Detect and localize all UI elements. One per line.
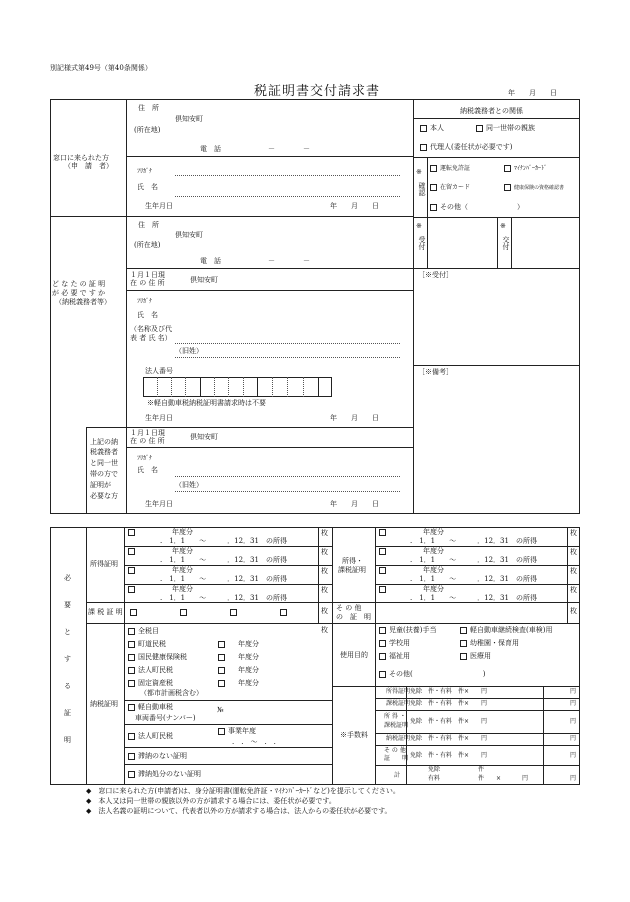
tax-cert-box-3[interactable] bbox=[230, 608, 240, 617]
fee-other-label: そ の 他 bbox=[384, 747, 406, 754]
other-cert-sheets: 枚 bbox=[570, 607, 577, 615]
fee-other-calc: 免除 件・有料 件× 円 bbox=[410, 752, 488, 759]
taxpayer-furigana: ﾌﾘｶﾞﾅ bbox=[137, 298, 153, 305]
relation-household[interactable]: 同一世帯の親族 bbox=[476, 124, 535, 133]
issue-mark: ※ bbox=[500, 222, 506, 230]
household-name-label: 氏 名 bbox=[137, 466, 158, 474]
tax-cert-label: 課 税 証 明 bbox=[88, 608, 123, 616]
fee-other-label2: 証 明 bbox=[384, 755, 409, 762]
pay-corp[interactable]: 法人町民税 bbox=[128, 666, 173, 675]
taxpayer-address-label: 住 所 bbox=[138, 221, 159, 229]
purpose-medical[interactable]: 医療用 bbox=[460, 652, 491, 661]
income-tax-label: 所得・ bbox=[342, 557, 363, 565]
other-cert-label: そ の 他 bbox=[336, 604, 362, 612]
household-town: 倶知安町 bbox=[190, 433, 218, 441]
side-4: す bbox=[64, 655, 71, 663]
fee-other-yen: 円 bbox=[570, 752, 577, 759]
confirm-insurance[interactable]: 健康保険の資格確認書 bbox=[504, 184, 564, 192]
applicant-town: 倶知安町 bbox=[175, 115, 203, 123]
income-cert-label: 所得証明 bbox=[90, 560, 118, 568]
taxpayer-section-label2: が 必 要 で す か bbox=[52, 289, 106, 297]
pay-biz-period: . . ～ . . bbox=[232, 738, 276, 746]
fee-total-ken: 件 bbox=[478, 766, 485, 773]
income-tax-period-4: . 1．1 ～ ．12．31 の所得 bbox=[410, 594, 537, 602]
income-tax-row-4[interactable]: 年度分 bbox=[379, 585, 444, 594]
pay-no-seizure[interactable]: 滞納処分のない証明 bbox=[128, 770, 201, 779]
taxpayer-tel-label: 電 話 bbox=[200, 257, 221, 265]
fee-total-paid: 有料 bbox=[428, 775, 441, 782]
pay-corp-year[interactable]: 年度分 bbox=[218, 666, 259, 675]
fee-total-kenx: 件 × bbox=[478, 775, 502, 782]
fee-total-yen1: 円 bbox=[522, 775, 529, 782]
income-row-2[interactable]: 年度分 bbox=[128, 547, 193, 556]
applicant-section-label: 窓口に来られた方 bbox=[53, 154, 109, 162]
note-3: ◆ 法人名義の証明について、代表者以外の方が請求する場合は、法人からの委任状が必要です。 bbox=[86, 807, 392, 815]
taxpayer-jan-label: １月１日現 bbox=[130, 271, 165, 279]
fee-pay-calc: 免除 件・有料 件× 円 bbox=[410, 735, 488, 742]
income-row-4[interactable]: 年度分 bbox=[128, 585, 193, 594]
confirm-mark: ※ bbox=[416, 168, 422, 176]
confirm-license[interactable]: 運転免許証 bbox=[430, 165, 470, 173]
form-number: 別記様式第49号（第40条関係） bbox=[50, 64, 152, 72]
household-label-3: と同一世 bbox=[90, 459, 118, 467]
confirm-mynumber[interactable]: ﾏｲﾅﾝﾊﾞｰｶｰﾄﾞ bbox=[504, 165, 547, 173]
purpose-child[interactable]: 児童(扶養)手当 bbox=[379, 626, 436, 635]
income-tax-sheets-4: 枚 bbox=[570, 586, 577, 594]
remarks-label: ［※備考］ bbox=[418, 368, 453, 376]
income-tax-period-1: . 1．1 ～ ．12．31 の所得 bbox=[410, 537, 537, 545]
taxpayer-old-name: （旧姓） bbox=[175, 347, 203, 355]
household-label-6: 必要な方 bbox=[90, 492, 118, 500]
taxpayer-dob-label: 生年月日 bbox=[145, 414, 173, 422]
fee-pay-yen: 円 bbox=[570, 735, 577, 742]
reception-label: ［※受付］ bbox=[418, 271, 453, 279]
fee-tax-label: 課税証明 bbox=[386, 700, 411, 707]
income-tax-sheets-1: 枚 bbox=[570, 529, 577, 537]
fee-inctax-yen: 円 bbox=[570, 718, 577, 725]
confirm-residence[interactable]: 在留カード bbox=[430, 184, 470, 192]
confirm-other[interactable]: その他（ ） bbox=[430, 203, 524, 212]
income-row-1[interactable]: 年度分 bbox=[128, 528, 193, 537]
applicant-dob-ymd: 年 月 日 bbox=[330, 202, 379, 210]
fee-tax-calc: 免除 件・有料 件× 円 bbox=[410, 700, 488, 707]
household-old-name: （旧姓） bbox=[175, 481, 203, 489]
household-jan-label: １月１日現 bbox=[130, 429, 165, 437]
tax-cert-box-4[interactable] bbox=[280, 608, 290, 617]
income-sheets-3: 枚 bbox=[321, 567, 328, 575]
household-label-4: 帯の方で bbox=[90, 470, 118, 478]
income-tax-sheets-3: 枚 bbox=[570, 567, 577, 575]
relation-agent[interactable]: 代理人(委任状が必要です) bbox=[420, 143, 512, 152]
taxpayer-rep-label: （名称及び代 bbox=[130, 325, 172, 333]
income-tax-label2: 課税証明 bbox=[338, 566, 366, 574]
taxpayer-town: 倶知安町 bbox=[175, 231, 203, 239]
income-row-3[interactable]: 年度分 bbox=[128, 566, 193, 575]
fee-inctax-label: 所 得 ・ bbox=[384, 713, 406, 720]
payment-sheets: 枚 bbox=[321, 626, 328, 634]
taxpayer-jan-town: 倶知安町 bbox=[190, 276, 218, 284]
pay-no-arrears[interactable]: 滞納のない証明 bbox=[128, 752, 187, 761]
household-label-5: 証明が bbox=[90, 481, 111, 489]
applicant-section-sub: （申 請 者） bbox=[64, 162, 113, 170]
income-tax-period-2: . 1．1 ～ ．12．31 の所得 bbox=[410, 556, 537, 564]
fee-income-label: 所得証明 bbox=[386, 688, 411, 695]
taxpayer-address-sub: (所在地) bbox=[134, 241, 161, 249]
fee-label: ※手数料 bbox=[340, 731, 368, 739]
side-6: 証 bbox=[64, 709, 71, 717]
fee-income-yen: 円 bbox=[570, 688, 577, 695]
purpose-school[interactable]: 学校用 bbox=[379, 639, 410, 648]
pay-resident[interactable]: 町道民税 bbox=[128, 640, 166, 649]
relation-self[interactable]: 本人 bbox=[420, 124, 444, 133]
fee-pay-label: 納税証明 bbox=[386, 735, 411, 742]
applicant-name-label: 氏 名 bbox=[137, 183, 158, 191]
fee-total-yen2: 円 bbox=[570, 775, 577, 782]
side-1: 必 bbox=[64, 574, 71, 582]
tax-cert-box-1[interactable] bbox=[130, 608, 140, 617]
income-sheets-1: 枚 bbox=[321, 529, 328, 537]
pay-health-year[interactable]: 年度分 bbox=[218, 653, 259, 662]
income-tax-row-2[interactable]: 年度分 bbox=[379, 547, 444, 556]
fee-income-calc: 免除 件・有料 件× 円 bbox=[410, 688, 488, 695]
tax-cert-box-2[interactable] bbox=[180, 608, 190, 617]
purpose-other[interactable]: その他( ) bbox=[379, 670, 485, 679]
side-5: る bbox=[64, 682, 71, 690]
kei-note: ※軽自動車税納税証明書請求時は不要 bbox=[147, 399, 266, 407]
applicant-dob-label: 生年月日 bbox=[145, 202, 173, 210]
taxpayer-name-label: 氏 名 bbox=[137, 311, 158, 319]
request-date: 年 月 日 bbox=[508, 89, 557, 97]
applicant-address-sub: (所在地) bbox=[134, 126, 161, 134]
pay-corp2[interactable]: 法人町民税 bbox=[128, 732, 173, 741]
household-jan-label2: 在 の 住 所 bbox=[130, 437, 165, 445]
applicant-tel-dashes: － － bbox=[268, 145, 310, 153]
note-2: ◆ 本人又は同一世帯の親族以外の方が請求する場合には、委任状が必要です。 bbox=[86, 797, 336, 805]
income-tax-row-3[interactable]: 年度分 bbox=[379, 566, 444, 575]
pay-all[interactable]: 全税目 bbox=[128, 627, 159, 636]
pay-health[interactable]: 国民健康保険税 bbox=[128, 653, 187, 662]
income-tax-sheets-2: 枚 bbox=[570, 548, 577, 556]
request-form-top bbox=[50, 99, 580, 514]
payment-cert-label: 納税証明 bbox=[90, 700, 118, 708]
pay-resident-year[interactable]: 年度分 bbox=[218, 640, 259, 649]
issue-label: 交付 bbox=[502, 236, 510, 250]
income-tax-row-1[interactable]: 年度分 bbox=[379, 528, 444, 537]
pay-property-year[interactable]: 年度分 bbox=[218, 679, 259, 688]
receipt-mark: ※ bbox=[416, 222, 422, 230]
taxpayer-rep-label2: 表 者 氏 名） bbox=[130, 334, 172, 342]
side-2: 要 bbox=[64, 601, 71, 609]
purpose-nursery[interactable]: 幼稚園・保育用 bbox=[460, 639, 519, 648]
fee-total-label: 計 bbox=[394, 772, 401, 779]
income-sheets-2: 枚 bbox=[321, 548, 328, 556]
income-period-4: . 1．1 ～ ．12．31 の所得 bbox=[160, 594, 287, 602]
pay-urban-note: （都市計画税含む） bbox=[140, 689, 203, 697]
applicant-furigana-label: ﾌﾘｶﾞﾅ bbox=[137, 168, 153, 175]
pay-kei-no: № bbox=[217, 706, 224, 714]
income-tax-period-3: . 1．1 ～ ．12．31 の所得 bbox=[410, 575, 537, 583]
pay-kei[interactable]: 軽自動車税 bbox=[128, 703, 173, 712]
pay-biz-year[interactable]: 事業年度 bbox=[218, 727, 256, 736]
pay-property[interactable]: 固定資産税 bbox=[128, 679, 173, 688]
taxpayer-section-label: ど な た の 証 明 bbox=[52, 280, 106, 288]
household-label-2: 税義務者 bbox=[90, 448, 118, 456]
confirm-label: 確認 bbox=[418, 182, 426, 196]
household-furigana: ﾌﾘｶﾞﾅ bbox=[137, 455, 153, 462]
taxpayer-section-sub: （納税義務者等） bbox=[55, 298, 111, 306]
income-period-3: . 1．1 ～ ．12．31 の所得 bbox=[160, 575, 287, 583]
household-label-1: 上記の納 bbox=[90, 438, 118, 446]
corp-number-label: 法人番号 bbox=[145, 367, 173, 375]
income-sheets-4: 枚 bbox=[321, 586, 328, 594]
purpose-label: 使用目的 bbox=[340, 651, 368, 659]
taxpayer-jan-label2: 在 の 住 所 bbox=[130, 279, 165, 287]
note-1: ◆ 窓口に来られた方(申請者)は、身分証明書(運転免許証・ﾏｲﾅﾝﾊﾞｰｶｰﾄﾞなど)を提示してください。 bbox=[86, 787, 400, 795]
pay-kei-plate: 車両番号(ナンバー) bbox=[135, 714, 196, 722]
receipt-label: 受付 bbox=[418, 236, 426, 250]
relation-title: 納税義務者との関係 bbox=[460, 107, 523, 115]
taxpayer-dob-ymd: 年 月 日 bbox=[330, 414, 379, 422]
other-cert-label2: の 証 明 bbox=[336, 613, 371, 621]
household-dob-ymd: 年 月 日 bbox=[330, 500, 379, 508]
applicant-address-label: 住 所 bbox=[138, 104, 159, 112]
side-3: と bbox=[64, 628, 71, 636]
fee-inctax-calc: 免除 件・有料 件× 円 bbox=[410, 718, 488, 725]
page-title: 税証明書交付請求書 bbox=[254, 84, 381, 99]
income-period-2: . 1．1 ～ ．12．31 の所得 bbox=[160, 556, 287, 564]
household-dob-label: 生年月日 bbox=[145, 500, 173, 508]
applicant-tel-label: 電 話 bbox=[200, 145, 221, 153]
tax-cert-sheets: 枚 bbox=[321, 607, 328, 615]
taxpayer-tel-dashes: － － bbox=[268, 257, 310, 265]
fee-total-exempt: 免除 bbox=[428, 766, 441, 773]
purpose-kei[interactable]: 軽自動車継続検査(車検)用 bbox=[460, 626, 552, 635]
income-period-1: . 1．1 ～ ．12．31 の所得 bbox=[160, 537, 287, 545]
side-7: 明 bbox=[64, 736, 71, 744]
fee-tax-yen: 円 bbox=[570, 700, 577, 707]
purpose-welfare[interactable]: 福祉用 bbox=[379, 652, 410, 661]
fee-inctax-label2: 課税証明 bbox=[384, 722, 409, 729]
